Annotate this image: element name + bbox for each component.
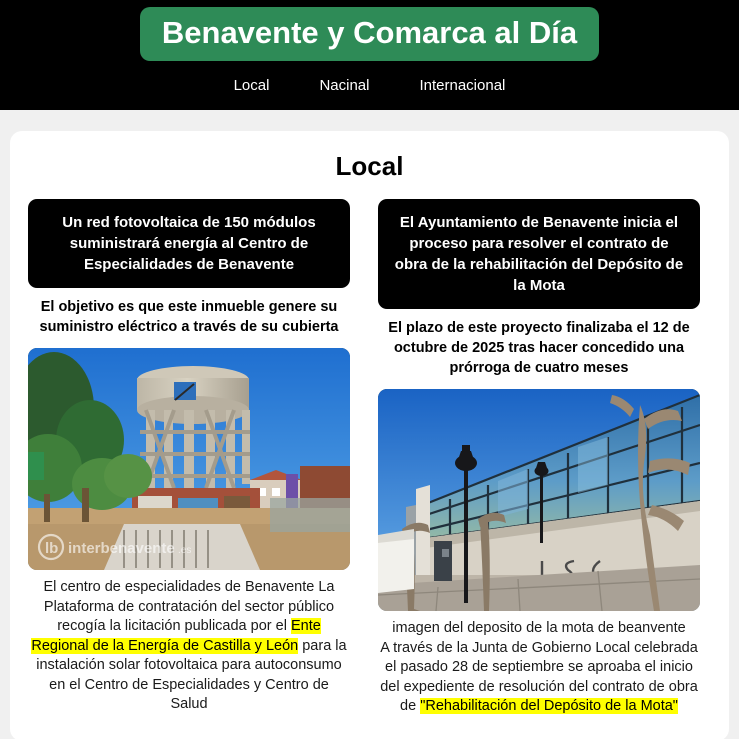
article-grid bbox=[28, 199, 711, 717]
article-title-box[interactable] bbox=[378, 199, 700, 309]
article-body-text-2: para la instalación solar fotovoltaica para autoconsumo en el Centro de Especialidades y Centro de Salud bbox=[36, 637, 347, 712]
nav-link-internacional[interactable]: Internacional bbox=[419, 77, 506, 94]
article-title: Un red fotovoltaica de 150 módulos suministrará energía al Centro de Especialidades de Benavente bbox=[62, 214, 316, 273]
article-title: El Ayuntamiento de Benavente inicia el proceso para resolver el contrato de obra de la rehabilitación del Depósito de la Mota bbox=[394, 214, 684, 294]
article-body-text-1: El centro de especialidades de Benavente La Plataforma de contratación del sector público recogía la licitación publicada por el bbox=[43, 579, 335, 634]
site-title: Benavente y Comarca al Día bbox=[161, 15, 578, 50]
article-subtitle: El objetivo es que este inmueble genere su suministro eléctrico a través de su cubierta bbox=[39, 299, 339, 335]
article-subtitle: El plazo de este proyecto finalizaba el 12 de octubre de 2025 tras hacer concedido una prórroga de cuatro meses bbox=[388, 320, 690, 376]
nav-link-nacional[interactable]: Nacinal bbox=[319, 77, 370, 94]
content-card bbox=[10, 131, 729, 739]
article-body-text-1: A través de la Junta de Gobierno Local celebrada el pasado 28 de septiembre se aproaba el inicio del expediente de resolución del contrato de obra de bbox=[380, 639, 698, 714]
article-card-fotovoltaica[interactable] bbox=[28, 199, 350, 715]
svg-text:lb: lb bbox=[45, 540, 59, 557]
main-navigation bbox=[234, 77, 506, 95]
article-body-highlight: Ente Regional de la Energía de Castilla y León bbox=[31, 618, 321, 654]
svg-text:interbenavente: interbenavente bbox=[68, 540, 175, 557]
page-title: Local bbox=[335, 151, 404, 181]
nav-link-local[interactable]: Local bbox=[233, 77, 270, 94]
article-image-caption: imagen del deposito de la mota de beanvente bbox=[392, 620, 686, 636]
svg-text:.es: .es bbox=[178, 545, 192, 556]
article-title-box[interactable] bbox=[28, 199, 350, 288]
brand-banner bbox=[140, 7, 599, 61]
article-card-deposito-mota[interactable] bbox=[378, 199, 700, 717]
article-image-edificio-cristal bbox=[378, 389, 700, 611]
article-body-highlight: "Rehabilitación del Depósito de la Mota" bbox=[420, 698, 678, 714]
article-body bbox=[378, 639, 700, 717]
article-image-deposito-mota bbox=[28, 348, 350, 570]
site-header bbox=[0, 0, 739, 110]
article-body bbox=[28, 578, 350, 715]
